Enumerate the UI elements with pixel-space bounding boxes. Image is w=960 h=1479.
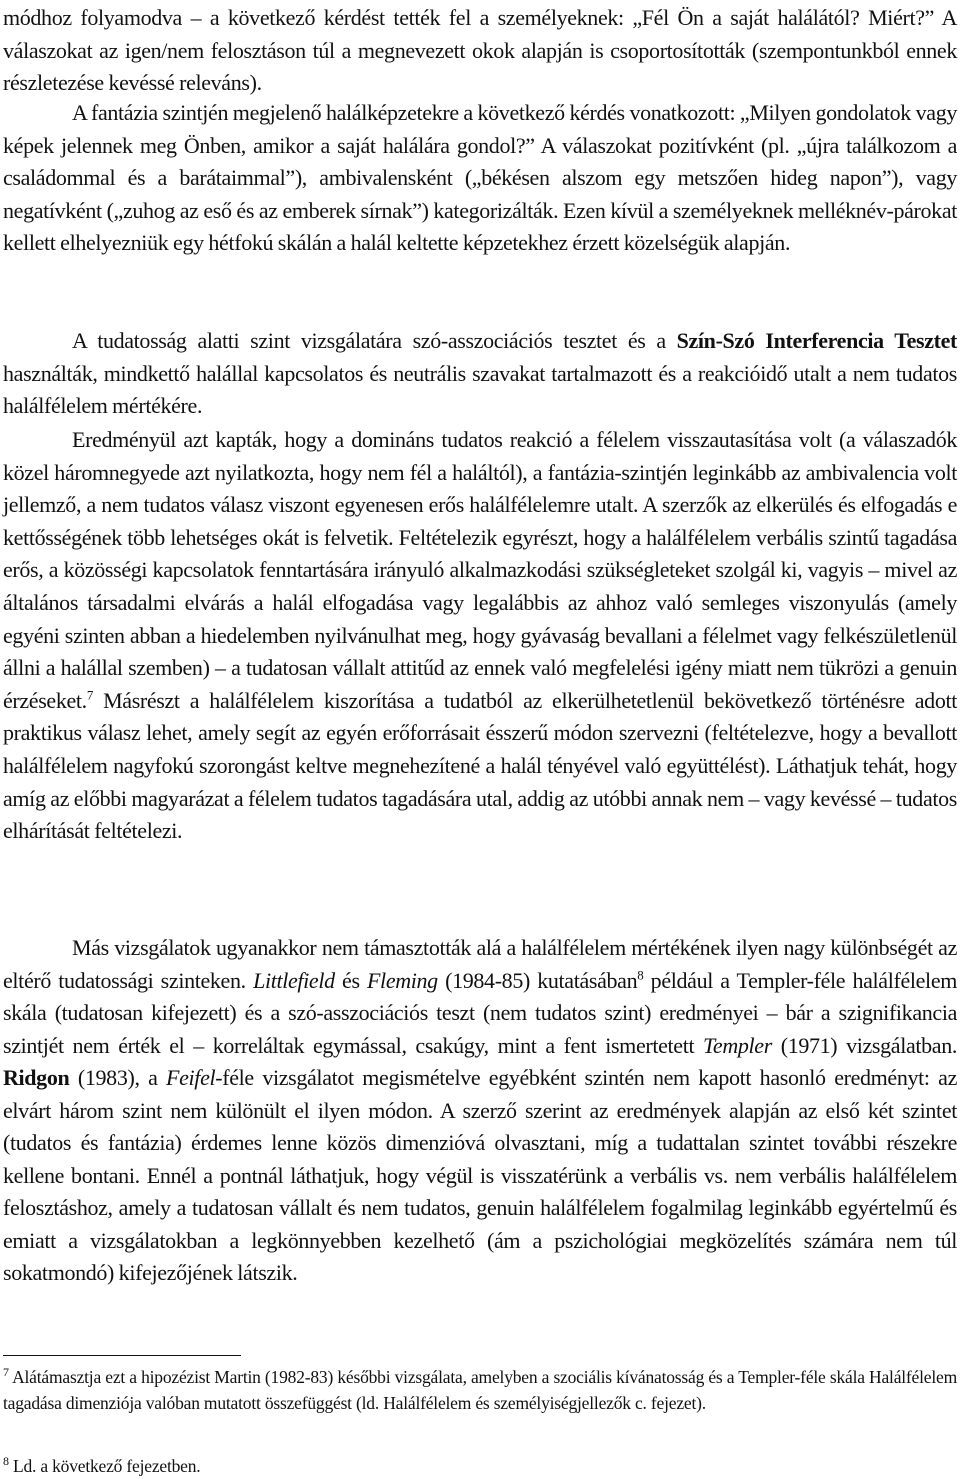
text-run: (1984-85) kutatásában [437, 967, 638, 993]
footnote-number: 7 [3, 1365, 9, 1380]
footnote-ref-8[interactable]: 8 [637, 967, 644, 983]
paragraph-fantasy-level-text: A fantázia szintjén megjelenő halálképzetekre a következő kérdés vonatkozott: „Milyen gondolatok vagy képek jelennek meg Önben, amikor a saját halálára gondol?” A válaszokat pozitívként (pl. „újra találkozom a családommal és a barátaimmal”), ambivalensként („békésen alszom egy metszően hideg napon”), vagy negatívként („zuhog az eső és az emberek sírnak”) kategorizálták. Ezen kívül a személyeknek melléknév-párokat kellett elhelyezniük egy hétfokú skálán a halál keltette képzetekhez érzett közelségük alapján. [3, 100, 957, 256]
text-run: (1983), a [69, 1065, 167, 1090]
footnote-8 [3, 1453, 957, 1479]
footnote-text: Alátámasztja ezt a hipozézist Martin (1982-83) későbbi vizsgálata, amelyben a szociális kívánatosság és a Templer-féle skála Halálfélelem tagadása dimenziója valóban mutatott összefüggést (ld. Halálfélelem és személyiségjellezők c. fejezet). [3, 1367, 957, 1413]
paragraph-subconscious-level [3, 325, 957, 423]
author-feifel: Feifel [166, 1065, 216, 1090]
text-run: használták, mindkettő halállal kapcsolatos és neutrális szavakat tartalmazott és a reakcióidő utalt a nem tudatos halálfélelem mértékére. [3, 360, 957, 418]
paragraph-other-studies [3, 932, 957, 1290]
author-fleming: Fleming [366, 967, 438, 993]
footnote-number: 8 [3, 1454, 9, 1469]
paragraph-continued: módhoz folyamodva – a következő kérdést tették fel a személyeknek: „Fél Ön a saját halálától? Miért?” A válaszokat az igen/nem felosztáson túl a megnevezett okok alapján is csoportosították (szempontunkból ennek részletezése kevéssé releváns). [3, 5, 957, 95]
bold-term-color-word-test: Szín-Szó Interferencia Tesztet [676, 328, 957, 353]
text-run: (1971) vizsgálatban. [771, 1032, 958, 1058]
footnote-7 [3, 1364, 957, 1416]
text-run: például a Templer-féle halálfélelem skála (tudatosan kifejezett) és a szó-asszociációs teszt (nem tudatos szint) eredményei – bár a szignifikancia szintjét nem érték el – korreláltak egymással, csakúgy, mint a fent ismertetett [3, 967, 957, 1058]
text-run: Más vizsgálatok ugyanakkor nem támasztották alá a halálfélelem mértékének ilyen nagy különbségét az eltérő tudatossági szinteken. [3, 935, 957, 993]
text-run: Eredményül azt kapták, hogy a domináns tudatos reakció a félelem visszautasítása volt (a válaszadók közel háromnegyede azt nyilatkozta, hogy nem fél a haláltól), a fantázia-szintjén leginkább az ambivalencia volt jellemző, a nem tudatos válasz viszont egyenesen erős halálfélelemre utalt. A szerzők az elkerülés és elfogadás e kettősségének több lehetséges okát is felvetik. Feltételezik egyrészt, hogy a halálfélelem verbális szintű tagadása erős, a közösségi kapcsolatok fenntartására irányuló alkalmazkodási szükségleteket szolgál ki, vagyis – mivel az általános társadalmi elvárás a halál elfogadása vagy legalábbis az ahhoz való semleges viszonyulás (amely egyéni szinten abban a hiedelemben nyilvánulhat meg, hogy gyávaság bevallani a félelmet vagy felkészületlenül állni a halállal szemben) – a tudatosan vállalt attitűd az ennek való megfelelési igény miatt nem tükrözi a genuin érzéseket. [3, 427, 957, 713]
text-run: A tudatosság alatti szint vizsgálatára szó-asszociációs tesztet és a [72, 328, 677, 353]
text-run: -féle vizsgálatot megismételve egyébként szintén nem kapott hasonló eredményt: az elvárt három szint nem különült el ilyen módon. A szerző szerint az eredmények alapján az első két szintet (tudatos és fantázia) érdemes lenne közös dimenzióvá olvasztani, míg a tudattalan szintet további részekre kellene bontani. Ennél a pontnál láthatjuk, hogy végül is visszatérünk a verbális vs. nem verbális halálfélelem felosztáshoz, amely a tudatosan vállalt és nem tudatos, genuin halálfélelem fogalmilag leginkább egyértelmű és emiatt a vizsgálatokban a legkönnyebben kezelhető (ám a pszichológiai megközelítés számára nem túl sokatmondó) kifejezőjének látszik. [3, 1065, 957, 1285]
author-littlefield: Littlefield [253, 967, 335, 993]
paragraph-results [3, 424, 957, 848]
text-run: és [334, 967, 367, 993]
author-templer: Templer [703, 1032, 772, 1058]
footnote-text: Ld. a következő fejezetben. [8, 1456, 201, 1476]
author-ridgon: Ridgon [3, 1065, 70, 1090]
paragraph-fantasy-level [3, 97, 957, 260]
footnote-divider [3, 1355, 241, 1356]
footnote-ref-7[interactable]: 7 [86, 687, 93, 703]
text-run: Másrészt a halálfélelem kiszorítása a tudatból az elkerülhetetlenül bekövetkező történésre adott praktikus válasz lehet, amely segít az egyén erőforrásait ésszerű módon szervezni (feltételezve, hogy a bevallott halálfélelem nagyfokú szorongást keltve megnehezítené a halál tényével való együttélést). Láthatjuk tehát, hogy amíg az előbbi magyarázat a félelem tudatos tagadására utal, addig az utóbbi annak nem – vagy kevéssé – tudatos elhárítását feltételezi. [3, 687, 957, 844]
